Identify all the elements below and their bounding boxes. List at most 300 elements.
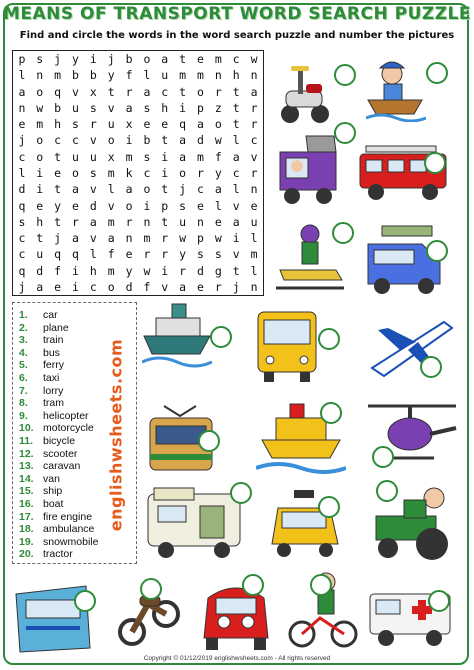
grid-letter[interactable]: a [232,214,240,229]
grid-letter[interactable]: u [161,68,169,83]
grid-letter[interactable]: b [143,133,151,148]
grid-letter[interactable]: s [197,247,204,262]
grid-letter[interactable]: n [197,214,204,229]
grid-letter[interactable]: w [250,52,258,67]
grid-letter[interactable]: o [125,198,133,213]
answer-circle[interactable] [424,152,446,174]
grid-letter[interactable]: e [54,165,62,180]
grid-letter[interactable]: w [36,100,44,115]
grid-letter[interactable]: a [36,279,44,294]
answer-circle[interactable] [372,446,394,468]
page-title: MEANS OF TRANSPORT WORD SEARCH PUZZLE [2,4,472,24]
word-number: 2. [19,321,28,334]
grid-letter[interactable]: r [179,263,187,278]
word-text: van [43,472,60,485]
grid-letter[interactable]: v [89,231,97,246]
grid-letter[interactable]: a [143,84,151,99]
word-number: 4. [19,346,28,359]
answer-circle[interactable] [320,402,342,424]
grid-letter[interactable]: y [214,165,222,180]
word-text: tram [43,397,64,410]
grid-letter[interactable]: m [197,149,204,164]
grid-letter[interactable]: m [107,214,115,229]
grid-letter[interactable]: l [107,182,115,197]
answer-circle[interactable] [210,326,232,348]
grid-letter[interactable]: i [161,263,169,278]
grid-letter[interactable]: i [232,231,240,246]
grid-letter[interactable]: b [125,52,133,67]
grid-letter[interactable]: r [125,84,133,99]
grid-letter[interactable]: a [179,149,187,164]
grid-letter[interactable]: h [54,117,62,132]
grid-letter[interactable]: f [214,149,222,164]
grid-letter[interactable]: u [179,214,187,229]
word-text: fire engine [43,510,93,523]
word-number: 10. [19,422,34,435]
answer-circle[interactable] [198,430,220,452]
grid-letter[interactable]: a [161,52,169,67]
word-number: 11. [19,435,34,447]
grid-letter[interactable]: u [107,117,115,132]
grid-letter[interactable]: c [72,133,79,148]
grid-letter[interactable]: c [143,165,151,180]
grid-letter[interactable]: v [107,198,115,213]
grid-letter[interactable]: n [250,68,258,83]
grid-letter[interactable]: n [18,100,26,115]
grid-letter[interactable]: a [214,182,222,197]
word-text: car [43,309,58,321]
grid-letter[interactable]: v [250,149,258,164]
word-number: 9. [19,409,28,422]
grid-letter[interactable]: m [197,68,204,83]
grid-letter[interactable]: y [179,247,187,262]
word-number: 15. [19,485,34,498]
grid-letter[interactable]: h [89,263,97,278]
grid-letter[interactable]: t [54,182,62,197]
grid-letter[interactable]: e [72,198,79,213]
answer-circle[interactable] [74,590,96,612]
word-list-item [19,485,62,497]
grid-letter[interactable]: a [72,231,79,246]
grid-letter[interactable]: c [18,247,26,262]
grid-letter[interactable]: d [18,182,26,197]
grid-letter[interactable]: s [143,100,151,115]
word-number: 12. [19,447,34,460]
grid-letter[interactable]: y [125,263,133,278]
grid-letter[interactable]: b [72,68,79,83]
grid-letter[interactable]: m [143,231,151,246]
word-number: 6. [19,372,28,384]
grid-letter[interactable]: a [250,84,258,99]
grid-letter[interactable]: j [179,182,187,197]
grid-letter[interactable]: t [179,52,187,67]
answer-circle[interactable] [420,356,442,378]
answer-circle[interactable] [376,480,398,502]
grid-letter[interactable]: l [89,247,97,262]
grid-letter[interactable]: l [143,68,151,83]
grid-letter[interactable]: b [54,100,62,115]
word-text: train [43,334,64,347]
grid-letter[interactable]: t [232,117,240,132]
grid-letter[interactable]: w [179,231,187,246]
grid-letter[interactable]: s [179,198,187,213]
grid-letter[interactable]: o [107,133,115,148]
answer-circle[interactable] [242,574,264,596]
grid-letter[interactable]: a [18,84,26,99]
grid-letter[interactable]: x [107,149,115,164]
grid-letter[interactable]: t [232,84,240,99]
scooter-icon [276,56,332,131]
word-text: motorcycle [43,422,94,435]
word-text: lorry [43,384,64,397]
grid-letter[interactable]: m [54,68,62,83]
grid-letter[interactable]: e [197,198,204,213]
grid-letter[interactable]: a [107,231,115,246]
grid-letter[interactable]: r [161,231,169,246]
grid-letter[interactable]: t [54,214,62,229]
grid-letter[interactable]: c [161,84,169,99]
grid-letter[interactable]: j [54,52,62,67]
grid-letter[interactable]: d [89,198,97,213]
grid-letter[interactable]: c [18,231,26,246]
word-number: 19. [19,535,34,548]
word-list-item [19,347,60,359]
word-number: 14. [19,472,34,485]
word-list-item [19,422,94,434]
grid-letter[interactable]: r [197,165,204,180]
grid-letter[interactable]: n [214,68,222,83]
answer-circle[interactable] [140,578,162,600]
ship-icon [142,300,212,375]
grid-letter[interactable]: d [36,263,44,278]
grid-letter[interactable]: m [179,68,187,83]
copyright-footer: Copyright © 01/12/2019 englishwsheets.com - All rights reserved [143,655,331,662]
grid-letter[interactable]: j [18,279,26,294]
answer-circle[interactable] [334,64,356,86]
grid-letter[interactable]: h [232,68,240,83]
grid-letter[interactable]: a [197,117,204,132]
grid-letter[interactable]: t [179,84,187,99]
grid-letter[interactable]: w [214,231,222,246]
grid-letter[interactable]: v [161,279,169,294]
grid-letter[interactable]: l [214,198,222,213]
grid-letter[interactable]: m [107,165,115,180]
grid-letter[interactable]: q [72,247,79,262]
grid-letter[interactable]: e [18,117,26,132]
grid-letter[interactable]: t [161,182,169,197]
bus-icon [252,306,322,391]
watermark-text: englishwsheets.com [106,338,126,532]
grid-letter[interactable]: h [36,214,44,229]
grid-letter[interactable]: d [197,133,204,148]
grid-letter[interactable]: e [36,198,44,213]
grid-letter[interactable]: c [250,133,258,148]
answer-circle[interactable] [318,496,340,518]
grid-letter[interactable]: t [107,84,115,99]
grid-letter[interactable]: c [232,52,240,67]
word-text: scooter [43,447,78,460]
word-text: caravan [43,460,81,473]
grid-letter[interactable]: o [36,133,44,148]
grid-letter[interactable]: o [72,165,79,180]
plane-icon [366,312,456,387]
word-text: plane [43,321,69,334]
word-number: 8. [19,397,28,410]
grid-letter[interactable]: r [125,214,133,229]
grid-letter[interactable]: y [72,52,79,67]
word-number: 3. [19,334,28,347]
grid-letter[interactable]: r [143,247,151,262]
grid-letter[interactable]: h [161,100,169,115]
word-number: 20. [19,548,34,561]
grid-letter[interactable]: q [18,263,26,278]
grid-letter[interactable]: c [197,182,204,197]
answer-circle[interactable] [230,482,252,504]
grid-letter[interactable]: p [18,52,26,67]
grid-letter[interactable]: r [250,165,258,180]
grid-letter[interactable]: u [250,214,258,229]
grid-letter[interactable]: m [36,117,44,132]
grid-letter[interactable]: s [143,149,151,164]
grid-letter[interactable]: f [125,68,133,83]
answer-circle[interactable] [426,240,448,262]
grid-letter[interactable]: v [107,100,115,115]
grid-letter[interactable]: p [197,100,204,115]
word-list-item [19,523,94,535]
grid-letter[interactable]: v [232,198,240,213]
grid-letter[interactable]: r [161,247,169,262]
word-text: bicycle [43,435,76,447]
grid-letter[interactable]: k [125,165,133,180]
grid-letter[interactable]: o [143,52,151,67]
grid-letter[interactable]: u [72,149,79,164]
word-list-item [19,548,73,560]
grid-letter[interactable]: l [250,263,258,278]
grid-letter[interactable]: i [72,263,79,278]
grid-letter[interactable]: n [143,214,151,229]
grid-letter[interactable]: s [36,52,44,67]
word-text: bus [43,346,60,359]
grid-letter[interactable]: i [89,52,97,67]
word-list-item [19,309,58,321]
grid-letter[interactable]: a [89,214,97,229]
word-number: 18. [19,523,34,536]
grid-letter[interactable]: r [214,279,222,294]
grid-letter[interactable]: n [250,182,258,197]
grid-letter[interactable]: t [161,133,169,148]
grid-letter[interactable]: w [143,263,151,278]
grid-letter[interactable]: c [89,279,97,294]
grid-letter[interactable]: e [54,279,62,294]
word-number: 16. [19,498,34,510]
grid-letter[interactable]: g [214,263,222,278]
grid-letter[interactable]: o [214,117,222,132]
word-list-item [19,385,63,397]
word-number: 13. [19,460,34,473]
grid-letter[interactable]: y [54,198,62,213]
word-text: ship [43,485,63,498]
grid-letter[interactable]: x [125,117,133,132]
grid-letter[interactable]: t [161,214,169,229]
grid-letter[interactable]: v [89,133,97,148]
grid-letter[interactable]: e [143,117,151,132]
grid-letter[interactable]: o [107,279,115,294]
boat-icon [366,56,426,127]
grid-letter[interactable]: r [89,117,97,132]
grid-letter[interactable]: u [89,149,97,164]
grid-letter[interactable]: a [125,100,133,115]
grid-letter[interactable]: j [18,133,26,148]
grid-letter[interactable]: q [54,84,62,99]
grid-letter[interactable]: l [18,68,26,83]
grid-letter[interactable]: j [107,52,115,67]
answer-circle[interactable] [318,328,340,350]
grid-letter[interactable]: j [232,279,240,294]
grid-letter[interactable]: s [72,117,79,132]
grid-letter[interactable]: i [36,165,44,180]
grid-letter[interactable]: i [125,133,133,148]
grid-letter[interactable]: l [250,231,258,246]
word-list-item [19,334,63,346]
grid-letter[interactable]: l [232,182,240,197]
grid-letter[interactable]: v [89,182,97,197]
grid-letter[interactable]: z [214,100,222,115]
grid-letter[interactable]: s [89,100,97,115]
answer-circle[interactable] [332,222,354,244]
grid-letter[interactable]: v [232,247,240,262]
grid-letter[interactable]: a [125,182,133,197]
answer-circle[interactable] [426,62,448,84]
word-list-item [19,448,77,460]
grid-letter[interactable]: f [107,247,115,262]
grid-letter[interactable]: d [125,279,133,294]
grid-letter[interactable]: t [36,231,44,246]
grid-letter[interactable]: s [18,214,26,229]
word-search-grid[interactable] [12,50,264,296]
grid-letter[interactable]: s [89,165,97,180]
grid-letter[interactable]: q [179,117,187,132]
grid-letter[interactable]: j [54,231,62,246]
grid-letter[interactable]: m [125,149,133,164]
grid-letter[interactable]: e [161,117,169,132]
grid-letter[interactable]: l [232,133,240,148]
grid-letter[interactable]: a [72,182,79,197]
grid-letter[interactable]: i [161,149,169,164]
grid-letter[interactable]: o [197,84,204,99]
grid-letter[interactable]: e [125,247,133,262]
grid-letter[interactable]: o [143,182,151,197]
grid-letter[interactable]: i [36,182,44,197]
word-number: 17. [19,510,34,523]
grid-letter[interactable]: l [18,165,26,180]
car-icon [196,572,276,661]
grid-letter[interactable]: r [250,117,258,132]
word-text: ambulance [43,523,95,536]
grid-letter[interactable]: e [250,198,258,213]
word-list-item [19,498,63,510]
word-text: tractor [43,548,73,561]
van-icon [362,222,446,303]
grid-letter[interactable]: a [232,149,240,164]
grid-letter[interactable]: r [214,84,222,99]
grid-letter[interactable]: p [161,198,169,213]
grid-letter[interactable]: x [89,84,97,99]
answer-circle[interactable] [428,590,450,612]
caravan-icon [144,484,244,569]
grid-letter[interactable]: f [143,279,151,294]
grid-letter[interactable]: u [36,247,44,262]
grid-letter[interactable]: n [250,279,258,294]
grid-letter[interactable]: o [179,165,187,180]
word-number: 5. [19,359,28,372]
word-list-item [19,435,75,447]
grid-letter[interactable]: i [179,100,187,115]
grid-letter[interactable]: i [161,165,169,180]
grid-letter[interactable]: u [72,100,79,115]
grid-letter[interactable]: e [214,214,222,229]
lorry-icon [276,132,340,213]
grid-letter[interactable]: o [36,149,44,164]
grid-letter[interactable]: c [232,165,240,180]
grid-letter[interactable]: q [18,198,26,213]
grid-letter[interactable]: i [72,279,79,294]
word-list-item [19,460,80,472]
grid-letter[interactable]: d [197,263,204,278]
word-list-item [19,397,64,409]
word-list-item [19,359,64,371]
grid-letter[interactable]: c [18,149,26,164]
grid-letter[interactable]: c [54,133,62,148]
grid-letter[interactable]: q [54,247,62,262]
word-list-item [19,511,92,523]
word-number: 1. [19,309,28,321]
grid-letter[interactable]: y [107,68,115,83]
grid-letter[interactable]: n [125,231,133,246]
answer-circle[interactable] [334,122,356,144]
grid-letter[interactable]: p [197,231,204,246]
grid-letter[interactable]: t [54,149,62,164]
grid-letter[interactable]: s [214,247,222,262]
grid-letter[interactable]: m [250,247,258,262]
grid-letter[interactable]: a [179,133,187,148]
word-list-item [19,473,60,485]
word-text: helicopter [43,409,89,422]
grid-letter[interactable]: r [72,214,79,229]
answer-circle[interactable] [310,574,332,596]
grid-letter[interactable]: e [197,52,204,67]
instructions: Find and circle the words in the word search puzzle and number the pictures [19,30,455,41]
word-text: snowmobile [43,535,99,548]
grid-letter[interactable]: w [214,133,222,148]
word-list-item [19,536,98,548]
grid-letter[interactable]: m [214,52,222,67]
grid-letter[interactable]: f [54,263,62,278]
grid-letter[interactable]: a [179,279,187,294]
grid-letter[interactable]: o [36,84,44,99]
word-text: taxi [43,372,60,384]
grid-letter[interactable]: e [197,279,204,294]
word-list-item [19,372,59,384]
grid-letter[interactable]: n [36,68,44,83]
word-text: ferry [43,359,64,372]
grid-letter[interactable]: t [232,263,240,278]
grid-letter[interactable]: b [89,68,97,83]
grid-letter[interactable]: m [107,263,115,278]
grid-letter[interactable]: t [232,100,240,115]
grid-letter[interactable]: v [72,84,79,99]
grid-letter[interactable]: i [143,198,151,213]
grid-letter[interactable]: r [250,100,258,115]
